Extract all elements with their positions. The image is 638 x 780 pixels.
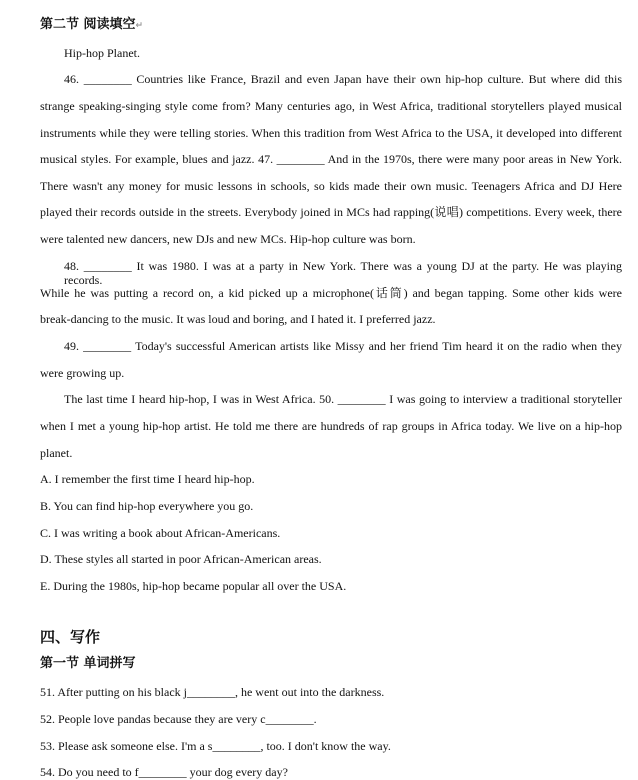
passage-line: break-dancing to the music. It was loud and boring, and I hated it. I preferred jazz. bbox=[40, 312, 436, 326]
passage-line: 46. ________ Countries like France, Brazil and even Japan have their own hip-hop culture. But where did this bbox=[64, 72, 622, 86]
passage-line: musical styles. For example, blues and jazz. 47. ________ And in the 1970s, there were many poor areas in New York. bbox=[40, 152, 622, 166]
passage-line: There wasn't any money for music lessons in schools, so kids made their own music. Teenagers Africa and DJ Here bbox=[40, 179, 622, 193]
option-e: E. During the 1980s, hip-hop became popular all over the USA. bbox=[40, 579, 347, 593]
option-b: B. You can find hip-hop everywhere you go. bbox=[40, 499, 254, 513]
subsection-title: 第一节 单词拼写 bbox=[40, 656, 136, 671]
option-a: A. I remember the first time I heard hip-hop. bbox=[40, 472, 255, 486]
passage-line: were talented new dancers, new DJs and new MCs. Hip-hop culture was born. bbox=[40, 232, 416, 246]
spelling-question: 54. Do you need to f________ your dog every day? bbox=[40, 765, 288, 779]
passage-line: 48. ________ It was 1980. I was at a party in New York. There was a young DJ at the party. He was playing records. bbox=[64, 259, 622, 287]
passage-title bbox=[64, 46, 624, 60]
passage-line: The last time I heard hip-hop, I was in West Africa. 50. ________ I was going to interview a traditional storyteller bbox=[64, 392, 622, 406]
option-d: D. These styles all started in poor African-American areas. bbox=[40, 552, 322, 566]
passage-line: were growing up. bbox=[40, 366, 125, 380]
spelling-question: 51. After putting on his black j________, he went out into the darkness. bbox=[40, 685, 385, 699]
passage-title-text: Hip-hop Planet. bbox=[64, 46, 140, 60]
spelling-question: 53. Please ask someone else. I'm a s________, too. I don't know the way. bbox=[40, 739, 391, 753]
passage-line: 49. ________ Today's successful American artists like Missy and her friend Tim heard it on the radio when they bbox=[64, 339, 622, 353]
section-title-text: 第二节 阅读填空 bbox=[40, 17, 136, 32]
option-c: C. I was writing a book about African-Americans. bbox=[40, 526, 281, 540]
passage-line: when I met a young hip-hop artist. He told me there are hundreds of rap groups in Africa today. We live on a hip-hop bbox=[40, 419, 622, 433]
passage-line: strange speaking-singing style come from? Many centuries ago, in West Africa, traditional storytellers played musical bbox=[40, 99, 622, 113]
passage-line: played their records outside in the streets. Everybody joined in MCs had rapping(说唱) competitions. Every week, there bbox=[40, 205, 622, 219]
passage-line: planet. bbox=[40, 446, 73, 460]
passage-line: instruments while they were telling stories. When this tradition from West Africa to the USA, it developed into different bbox=[40, 126, 622, 140]
spelling-question: 52. People love pandas because they are very c________. bbox=[40, 712, 317, 726]
paragraph-mark: ↵ bbox=[135, 21, 144, 31]
passage-line: While he was putting a record on, a kid picked up a microphone(话筒) and began tapping. Some other kids were bbox=[40, 286, 622, 300]
section-title bbox=[40, 18, 622, 33]
part-title: 四、写作 bbox=[40, 628, 101, 646]
